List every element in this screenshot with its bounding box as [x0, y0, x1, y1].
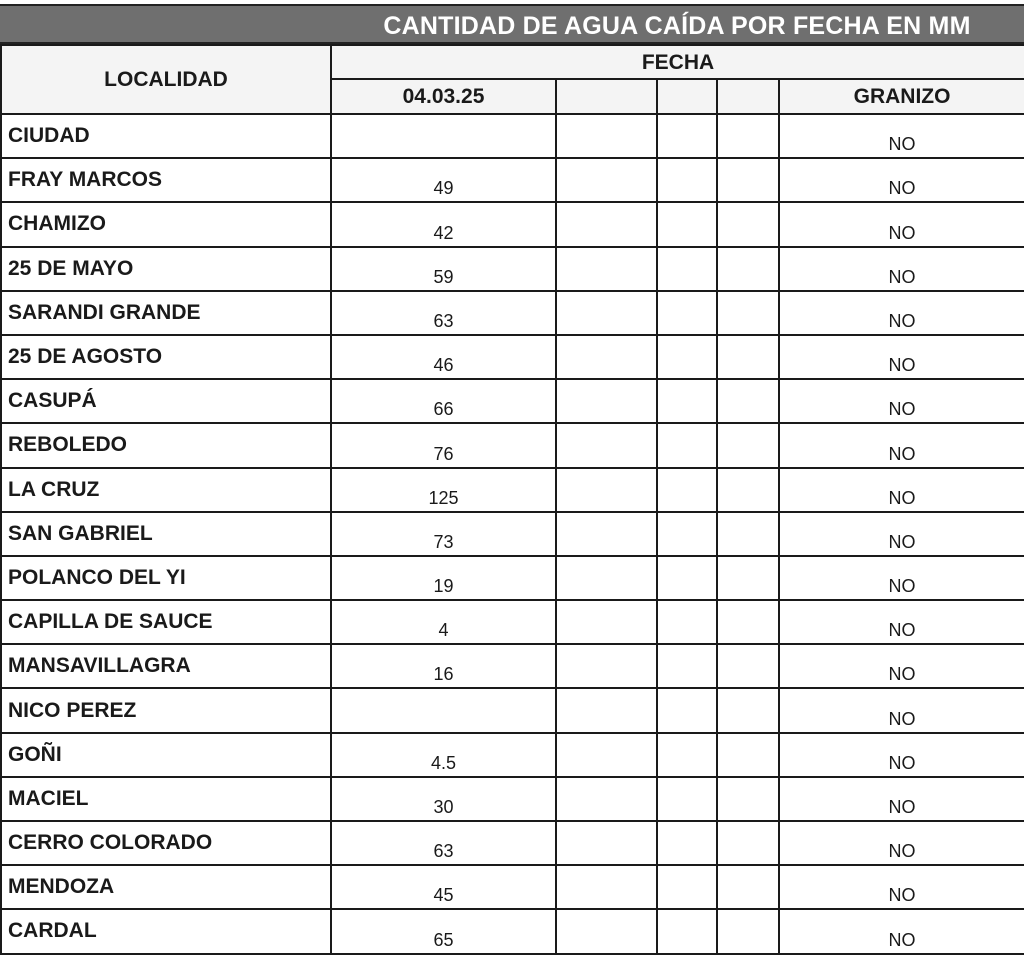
cell-empty	[556, 379, 657, 423]
cell-mm	[331, 114, 556, 158]
cell-granizo: NO	[779, 512, 1024, 556]
cell-mm	[331, 688, 556, 732]
cell-mm: 66	[331, 379, 556, 423]
header-fecha: FECHA	[331, 45, 1024, 79]
cell-granizo: NO	[779, 733, 1024, 777]
table-row	[1, 114, 1024, 158]
header-date-2	[556, 79, 657, 114]
cell-granizo: NO	[779, 158, 1024, 202]
cell-localidad: FRAY MARCOS	[1, 158, 331, 202]
cell-empty	[657, 733, 717, 777]
cell-empty	[717, 688, 779, 732]
cell-empty	[717, 777, 779, 821]
cell-empty	[717, 468, 779, 512]
cell-mm: 125	[331, 468, 556, 512]
cell-empty	[556, 468, 657, 512]
cell-mm: 65	[331, 909, 556, 953]
cell-mm: 49	[331, 158, 556, 202]
cell-localidad: MACIEL	[1, 777, 331, 821]
cell-empty	[657, 512, 717, 556]
table-body	[1, 114, 1024, 954]
table-row	[1, 688, 1024, 732]
table-row	[1, 423, 1024, 467]
cell-granizo: NO	[779, 291, 1024, 335]
cell-empty	[717, 335, 779, 379]
cell-empty	[717, 600, 779, 644]
cell-mm: 45	[331, 865, 556, 909]
cell-granizo: NO	[779, 865, 1024, 909]
header-localidad: LOCALIDAD	[1, 45, 331, 114]
cell-mm: 59	[331, 247, 556, 291]
cell-empty	[657, 423, 717, 467]
cell-empty	[556, 423, 657, 467]
cell-empty	[556, 114, 657, 158]
header-granizo: GRANIZO	[779, 79, 1024, 114]
cell-empty	[556, 600, 657, 644]
cell-empty	[657, 291, 717, 335]
table-row	[1, 158, 1024, 202]
cell-empty	[717, 865, 779, 909]
cell-granizo: NO	[779, 423, 1024, 467]
cell-localidad: LA CRUZ	[1, 468, 331, 512]
cell-granizo: NO	[779, 909, 1024, 953]
table-row	[1, 777, 1024, 821]
cell-granizo: NO	[779, 335, 1024, 379]
cell-empty	[717, 158, 779, 202]
cell-empty	[657, 247, 717, 291]
cell-mm: 42	[331, 202, 556, 246]
cell-empty	[717, 821, 779, 865]
cell-empty	[556, 865, 657, 909]
cell-empty	[556, 777, 657, 821]
cell-localidad: MENDOZA	[1, 865, 331, 909]
table-row	[1, 556, 1024, 600]
cell-empty	[556, 556, 657, 600]
cell-empty	[657, 468, 717, 512]
cell-empty	[657, 688, 717, 732]
cell-empty	[556, 644, 657, 688]
cell-localidad: POLANCO DEL YI	[1, 556, 331, 600]
cell-empty	[657, 158, 717, 202]
cell-mm: 63	[331, 821, 556, 865]
cell-granizo: NO	[779, 202, 1024, 246]
cell-localidad: CARDAL	[1, 909, 331, 953]
header-date-4	[717, 79, 779, 114]
table-row	[1, 335, 1024, 379]
cell-empty	[657, 114, 717, 158]
cell-granizo: NO	[779, 644, 1024, 688]
cell-empty	[556, 247, 657, 291]
cell-empty	[556, 291, 657, 335]
table-row	[1, 512, 1024, 556]
cell-empty	[556, 512, 657, 556]
cell-mm: 76	[331, 423, 556, 467]
cell-empty	[717, 512, 779, 556]
cell-empty	[657, 777, 717, 821]
cell-empty	[717, 733, 779, 777]
cell-empty	[717, 291, 779, 335]
cell-empty	[657, 202, 717, 246]
cell-mm: 19	[331, 556, 556, 600]
cell-mm: 63	[331, 291, 556, 335]
cell-empty	[657, 600, 717, 644]
cell-empty	[717, 379, 779, 423]
rainfall-table	[0, 44, 1024, 955]
cell-localidad: GOÑI	[1, 733, 331, 777]
cell-empty	[657, 865, 717, 909]
cell-empty	[657, 556, 717, 600]
cell-granizo: NO	[779, 821, 1024, 865]
table-row	[1, 291, 1024, 335]
table-row	[1, 202, 1024, 246]
cell-localidad: CAPILLA DE SAUCE	[1, 600, 331, 644]
cell-empty	[717, 114, 779, 158]
cell-localidad: SARANDI GRANDE	[1, 291, 331, 335]
cell-mm: 16	[331, 644, 556, 688]
cell-localidad: CHAMIZO	[1, 202, 331, 246]
cell-empty	[556, 909, 657, 953]
title-bar	[0, 4, 1024, 44]
header-date-1: 04.03.25	[331, 79, 556, 114]
cell-localidad: CASUPÁ	[1, 379, 331, 423]
cell-empty	[556, 335, 657, 379]
table-row	[1, 247, 1024, 291]
cell-localidad: 25 DE AGOSTO	[1, 335, 331, 379]
cell-empty	[717, 423, 779, 467]
cell-localidad: REBOLEDO	[1, 423, 331, 467]
cell-empty	[717, 202, 779, 246]
cell-empty	[556, 733, 657, 777]
table-row	[1, 600, 1024, 644]
cell-empty	[657, 821, 717, 865]
cell-empty	[717, 556, 779, 600]
cell-empty	[657, 379, 717, 423]
table-row	[1, 468, 1024, 512]
table-row	[1, 379, 1024, 423]
cell-granizo: NO	[779, 777, 1024, 821]
cell-localidad: CERRO COLORADO	[1, 821, 331, 865]
table-row	[1, 644, 1024, 688]
cell-empty	[556, 688, 657, 732]
cell-empty	[556, 821, 657, 865]
table-row	[1, 909, 1024, 953]
cell-granizo: NO	[779, 114, 1024, 158]
header-date-3	[657, 79, 717, 114]
cell-empty	[717, 247, 779, 291]
cell-empty	[556, 158, 657, 202]
cell-empty	[556, 202, 657, 246]
cell-granizo: NO	[779, 600, 1024, 644]
cell-empty	[717, 644, 779, 688]
cell-mm: 4.5	[331, 733, 556, 777]
cell-mm: 4	[331, 600, 556, 644]
cell-empty	[657, 644, 717, 688]
cell-mm: 73	[331, 512, 556, 556]
cell-mm: 30	[331, 777, 556, 821]
cell-granizo: NO	[779, 247, 1024, 291]
cell-empty	[657, 335, 717, 379]
cell-mm: 46	[331, 335, 556, 379]
table-row	[1, 865, 1024, 909]
cell-granizo: NO	[779, 379, 1024, 423]
table-row	[1, 821, 1024, 865]
table-row	[1, 733, 1024, 777]
cell-granizo: NO	[779, 556, 1024, 600]
cell-localidad: SAN GABRIEL	[1, 512, 331, 556]
cell-granizo: NO	[779, 468, 1024, 512]
cell-empty	[717, 909, 779, 953]
cell-granizo: NO	[779, 688, 1024, 732]
cell-empty	[657, 909, 717, 953]
cell-localidad: MANSAVILLAGRA	[1, 644, 331, 688]
cell-localidad: 25 DE MAYO	[1, 247, 331, 291]
cell-localidad: CIUDAD	[1, 114, 331, 158]
sheet-title: CANTIDAD DE AGUA CAÍDA POR FECHA EN MM	[383, 12, 971, 40]
cell-localidad: NICO PEREZ	[1, 688, 331, 732]
